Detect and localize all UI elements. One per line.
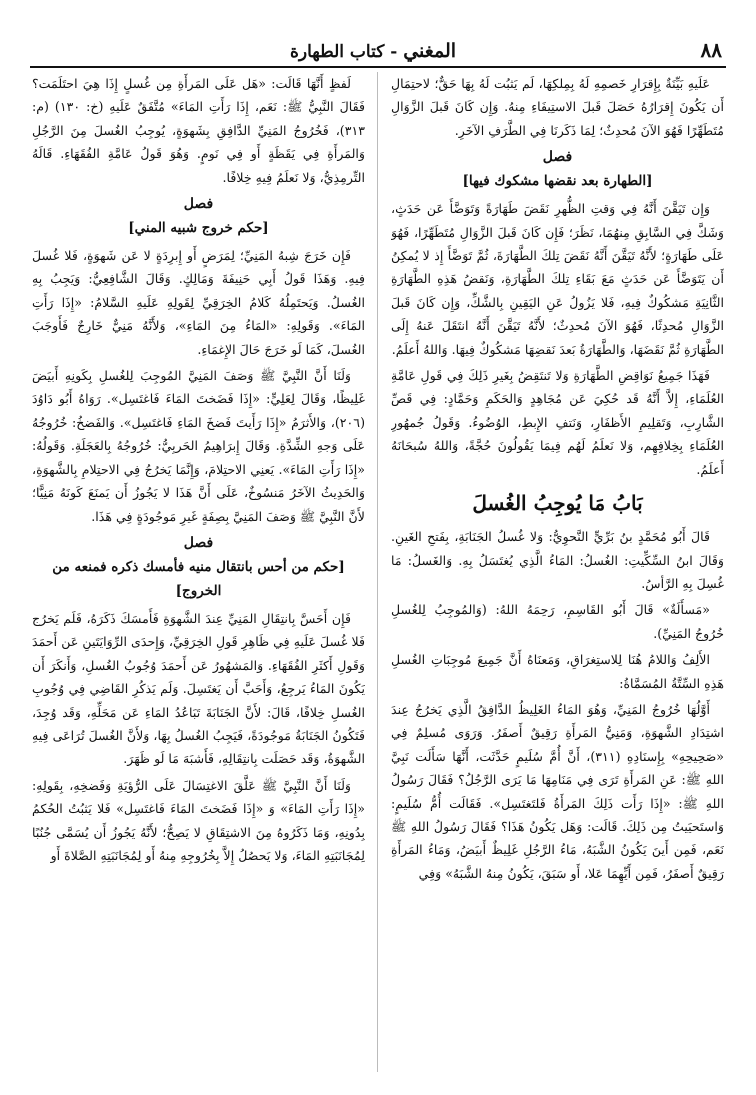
chapter-name: كتاب الطهارة <box>290 42 385 62</box>
paragraph: «مَسأَلَةٌ» قَالَ أَبُو القَاسِمِ، رَحِمَهُ اللهُ: (وَالمُوجِبُ لِلغُسلِ خُرُوجُ المَنِيِّ). <box>391 602 724 641</box>
section-heading: فصل <box>183 196 214 213</box>
section-subheading: [الطهارة بعد نقضها مشكوك فيها] <box>462 173 653 190</box>
title-separator: - <box>384 42 404 62</box>
section-heading: فصل <box>542 149 573 166</box>
column-divider <box>377 72 378 1072</box>
page-number: ٨٨ <box>700 38 722 62</box>
paragraph: وَلَنَا أَنَّ النَّبِيَّ ﷺ وَصَفَ المَنِيَّ المُوجِبَ لِلغُسلِ بِكَونِهِ أَبيَضَ غَلِيظًا، وَقَالَ لِعَلِيٍّ: «إِذَا فَضَختَ المَاءَ فَاغتَسِل». رَوَاهُ أَبُو دَاوُدَ (٢٠٦)، وَالأَثرَمُ «إِذَا رَأَيتَ فَضخَ المَاءِ فَاغتَسِل». وَالفَضخُ: خُرُوجُهُ عَلَى وَجهِ الشِّدَّةِ. وَقَالَ إِبرَاهِيمُ الحَربِيُّ: خُرُوجُهُ بِالعَجَلَةِ. وَقَولُهُ: «إِذَا رَأَتِ المَاءَ». يَعنِي الاحتِلامَ، وَإِنَّمَا يَخرُجُ فِي الاحتِلامِ بِالشَّهوَةِ، وَالحَدِيثُ الآخَرُ مَنسُوخٌ، عَلَى أَنَّ هَذَا لا يَجُوزُ أَن يَمنَعَ كَونَهُ مَنِيًّا؛ لأَنَّ النَّبِيَّ ﷺ وَصَفَ المَنِيَّ بِصِفَةٍ غَيرِ مَوجُودَةٍ فِي هَذَا. <box>32 368 365 524</box>
paragraph: فَهَذَا جَمِيعُ نَوَاقِضِ الطَّهَارَةِ وَلا تَنتَقِضُ بِغَيرِ ذَلِكَ فِي قَولِ عَامَّةِ العُلَمَاءِ، إِلاَّ أَنَّهُ قَد حُكِيَ عَن مُجَاهِدٍ وَالحَكَمِ وَحَمَّادٍ: فِي قَصِّ الشَّارِبِ، وَتَقلِيمِ الأَظفَارِ، وَنَتفِ الإِبطِ، الوُضُوءُ. وَقَولُ جُمهُورِ العُلَمَاءِ بِخِلافِهِم، وَلا نَعلَمُ لَهُم فِيمَا يَقُولُونَ حُجَّةً، وَاللهُ سُبحَانَهُ أَعلَمُ. <box>391 368 724 477</box>
paragraph: فَإِن خَرَجَ شِبهُ المَنِيِّ؛ لِمَرَضٍ أَو إِبرِدَةٍ لا عَن شَهوَةٍ، فَلا غُسلَ فِيهِ. وَهَذَا قَولُ أَبِي حَنِيفَةَ وَمَالِكٍ. وَقَالَ الشَّافِعِيُّ: وَيَجِبُ بِهِ الغُسلُ. وَيَحتَمِلُهُ كَلامُ الخِرَقِيِّ لِقَولِهِ عَلَيهِ السَّلامُ: «إِذَا رَأَتِ المَاءَ». وَقَولِهِ: «المَاءُ مِنَ المَاءِ»، وَلأَنَّهُ مَنِيٌّ خَارِجٌ فَأَوجَبَ الغُسلَ، كَمَا لَو خَرَجَ حَالَ الإِغمَاءِ. <box>32 248 365 357</box>
right-column <box>391 72 724 1077</box>
running-header <box>30 36 726 68</box>
paragraph: فَإِن أَحَسَّ بِانتِقَالِ المَنِيِّ عِندَ الشَّهوَةِ فَأَمسَكَ ذَكَرَهُ، فَلَم يَخرُج فَلا غُسلَ عَلَيهِ فِي ظَاهِرِ قَولِ الخِرَقِيِّ، وَإِحدَى الرِّوَايَتَينِ عَن أَحمَدَ وَقَولِ أَكثَرِ الفُقَهَاءِ. وَالمَشهُورُ عَن أَحمَدَ وُجُوبُ الغُسلِ، وَأَنكَرَ أَن يَكُونَ المَاءُ يَرجِعُ، وَأَحَبَّ أَن يَغتَسِلَ. وَلَم يَذكُرِ القَاضِي فِي وُجُوبِ الغُسلِ خِلافًا، قَالَ: لأَنَّ الجَنَابَةَ تَبَاعُدُ المَاءِ عَن مَحَلِّهِ، وَقَد وُجِدَ، فَتَكُونُ الجَنَابَةُ مَوجُودَةً، فَيَجِبُ الغُسلُ بِهَا، وَلأَنَّ الغُسلَ تُرَاعَى فِيهِ الشَّهوَةُ، وَقَد حَصَلَت بِانتِقَالِهِ، فَأَشبَهَ مَا لَو ظَهَرَ. <box>32 610 365 767</box>
chapter-heading: بَابُ مَا يُوجِبُ الغُسلَ <box>472 491 643 516</box>
paragraph: الأَلِفُ وَاللامُ هُنَا لِلاستِغرَاقِ، وَمَعنَاهُ أَنَّ جَمِيعَ مُوجِبَاتِ الغُسلِ هَذِهِ السِّتَّةُ المُسَمَّاةُ: <box>391 652 724 691</box>
section-subheading: [حكم من أحس بانتقال منيه فأمسك ذكره فمنعه من الخروج] <box>52 558 345 599</box>
paragraph: عَلَيهِ بَيِّنَةٌ بِإِقرَارِ خَصمِهِ لَهُ بِمِلكِهَا، لَم يَثبُت لَهُ بِهَا حَقٌّ؛ لاحتِمَالِ أَن يَكُونَ إِقرَارُهُ حَصَلَ قَبلَ الاستِيفَاءِ مِنهُ. وَإِن كَانَ قَبلَ الزَّوَالِ مُتَطَهِّرًا فَهُوَ الآنَ مُحدِثٌ؛ لِمَا ذَكَرنَا فِي الطَّرَفِ الآخَرِ. <box>391 76 724 138</box>
section-heading: فصل <box>183 534 214 551</box>
book-title: المغني <box>403 40 457 62</box>
paragraph: وَلَنَا أَنَّ النَّبِيَّ ﷺ عَلَّقَ الاغتِسَالَ عَلَى الرُّؤيَةِ وَفَضخِهِ، بِقَولِهِ: «إِذَا رَأَتِ المَاءَ» وَ «إِذَا فَضَختَ المَاءَ فَاغتَسِل» فَلا يَثبُتُ الحُكمُ بِدُونِهِ، وَمَا ذَكَرُوهُ مِنَ الاشتِقَاقِ لا يَصِحُّ؛ لأَنَّهُ يَجُوزُ أَن يُسَمَّى جُنُبًا لِمُجَانَبَتِهِ المَاءَ، وَلا يَحصُلُ إِلاَّ بِخُرُوجِهِ مِنهُ أَو لِمُجَانَبَتِهِ الصَّلاةَ أَو <box>32 777 365 863</box>
running-title <box>290 40 456 62</box>
left-column <box>32 72 365 1077</box>
paragraph: قَالَ أَبُو مُحَمَّدٍ بنُ بَرِّيٍّ النَّحوِيُّ: وَلا غُسلُ الجَنَابَةِ، بِفَتحِ الغَينِ. وَقَالَ ابنُ السِّكِّيتِ: الغُسلُ: المَاءُ الَّذِي يُغتَسَلُ بِهِ. وَالغَسلُ: مَا غُسِلَ بِهِ الرَّأسُ. <box>391 529 724 591</box>
paragraph: لَفظٍ أَنَّهَا قَالَت: «هَل عَلَى المَرأَةِ مِن غُسلٍ إِذَا هِيَ احتَلَمَت؟ فَقَالَ النَّبِيُّ ﷺ: نَعَم، إِذَا رَأَتِ المَاءَ» مُتَّفَقٌ عَلَيهِ (خ: ١٣٠) (م: ٣١٣)، فَخُرُوجُ المَنِيِّ الدَّافِقِ بِشَهوَةٍ، يُوجِبُ الغُسلَ مِنَ الرَّجُلِ وَالمَرأَةِ فِي يَقَظَةٍ أَو فِي نَومٍ. وَهُوَ قَولُ عَامَّةِ الفُقَهَاءِ. قَالَهُ التِّرمِذِيُّ، وَلا نَعلَمُ فِيهِ خِلافًا. <box>32 76 365 185</box>
paragraph: أَوَّلُهَا خُرُوجُ المَنِيِّ، وَهُوَ المَاءُ الغَلِيظُ الدَّافِقُ الَّذِي يَخرُجُ عِندَ اشتِدَادِ الشَّهوَةِ، وَمَنِيُّ المَرأَةِ رَقِيقٌ أَصفَرُ. وَرَوَى مُسلِمٌ فِي «صَحِيحِهِ» بِإِسنَادِهِ (٣١١)، أَنَّ أُمَّ سُلَيمٍ حَدَّثَت، أَنَّهَا سَأَلَت نَبِيَّ اللهِ ﷺ: عَنِ المَرأَةِ تَرَى فِي مَنَامِهَا مَا يَرَى الرَّجُلُ؟ فَقَالَ رَسُولُ اللهِ ﷺ: «إِذَا رَأَت ذَلِكَ المَرأَةُ فَلتَغتَسِل». فَقَالَت أُمُّ سُلَيمٍ: وَاستَحيَيتُ مِن ذَلِكَ. قَالَت: وَهَل يَكُونُ هَذَا؟ فَقَالَ رَسُولُ اللهِ ﷺ نَعَم، فَمِن أَينَ يَكُونُ الشَّبَهُ، مَاءُ الرَّجُلِ غَلِيظٌ أَبيَضُ، وَمَاءُ المَرأَةِ رَقِيقٌ أَصفَرُ، فَمِن أَيِّهِمَا عَلا، أَو سَبَقَ، يَكُونُ مِنهُ الشَّبَهُ» وَفِي <box>391 701 724 881</box>
paragraph: وَإِن تَيَقَّنَ أَنَّهُ فِي وَقتِ الظُّهرِ نَقَضَ طَهَارَةً وَتَوَضَّأَ عَن حَدَثٍ، وَشَكَّ فِي السَّابِقِ مِنهُمَا، نَظَرَ؛ فَإِن كَانَ قَبلَ الزَّوَالِ مُتَطَهِّرًا، فَهُوَ عَلَى طَهَارَةٍ؛ لأَنَّهُ تَيَقَّنَ أَنَّهُ نَقَضَ تِلكَ الطَّهَارَةَ، ثُمَّ تَوَضَّأَ إِذ لا يُمكِنُ أَن يَتَوَضَّأَ عَن حَدَثٍ مَعَ بَقَاءِ تِلكَ الطَّهَارَةِ، وَنَقضُ هَذِهِ الطَّهَارَةِ الثَّانِيَةِ مَشكُوكٌ فِيهِ، فَلا يَزُولُ عَنِ اليَقِينِ بِالشَّكِّ، وَإِن كَانَ قَبلَ الزَّوَالِ مُحدِثًا، فَهُوَ الآنَ مُحدِثٌ؛ لأَنَّهُ تَيَقَّنَ أَنَّهُ انتَقَلَ عَنهُ إِلَى الطَّهَارَةِ ثُمَّ نَقَضَهَا، وَالطَّهَارَةُ بَعدَ نَقضِهَا مَشكُوكٌ فِيهَا. وَاللهُ أَعلَمُ. <box>391 201 724 357</box>
section-subheading: [حكم خروج شبيه المني] <box>128 220 269 237</box>
